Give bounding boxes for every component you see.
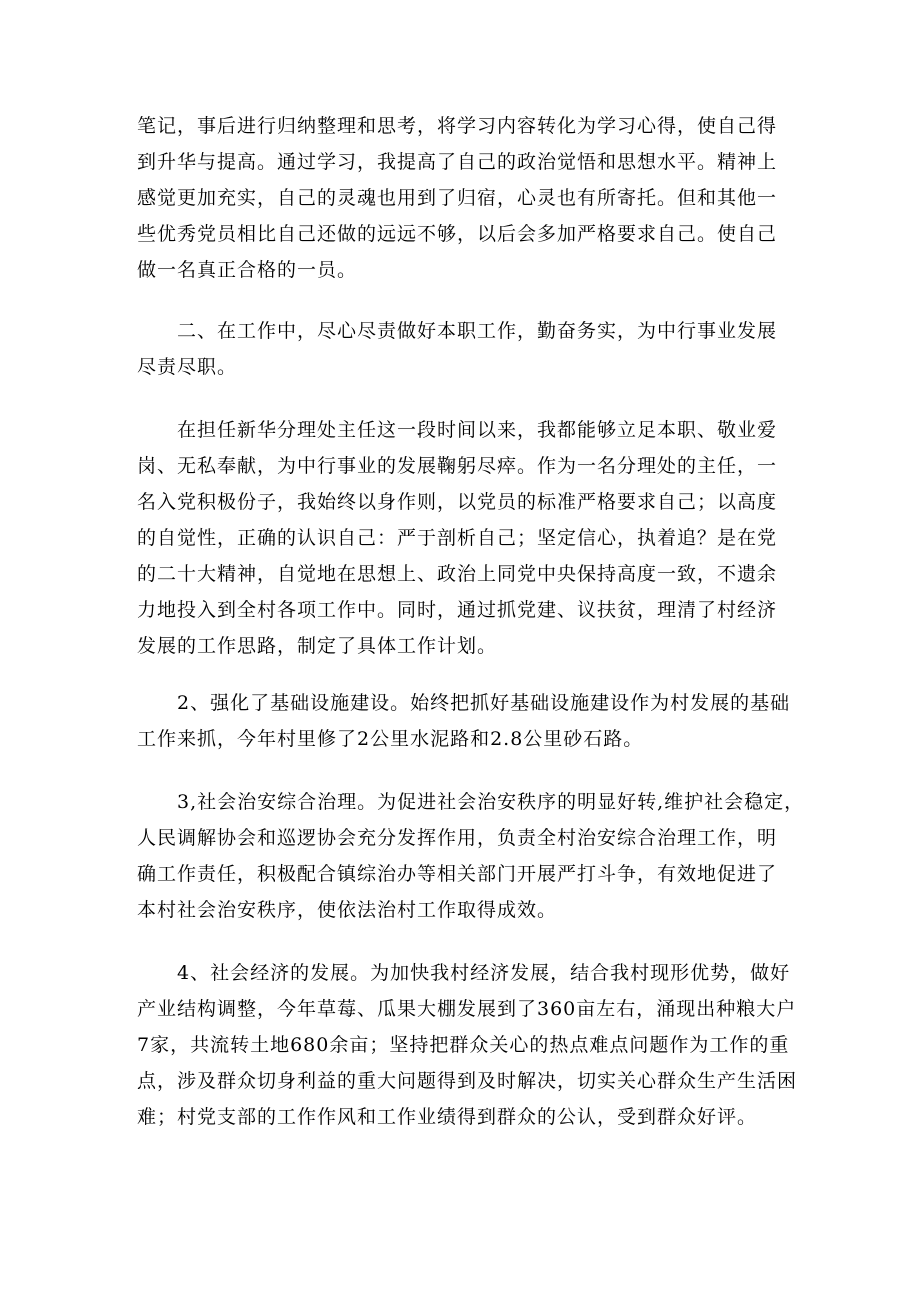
text-line: 些优秀党员相比自己还做的远远不够，以后会多加严格要求自己。使自己 [137, 223, 778, 245]
text-line: 感觉更加充实，自己的灵魂也用到了归宿，心灵也有所寄托。但和其他一 [137, 187, 778, 209]
text-line: 做一名真正合格的一员。 [137, 259, 358, 281]
text-line: 产业结构调整，今年草莓、瓜果大棚发展到了360亩左右，涌现出种粮大户 [137, 998, 797, 1020]
text-line: 点，涉及群众切身利益的重大问题得到及时解决，切实关心群众生产生活困 [137, 1070, 798, 1092]
text-line: 岗、无私奉献，为中行事业的发展鞠躬尽瘁。作为一名分理处的主任，一 [137, 455, 778, 477]
text-line: 2、强化了基础设施建设。始终把抓好基础设施建设作为村发展的基础 [177, 692, 791, 714]
text-line: 发展的工作思路，制定了具体工作计划。 [137, 635, 498, 657]
text-line: 3,社会治安综合治理。为促进社会治安秩序的明显好转,维护社会稳定， [177, 791, 805, 813]
text-line: 到升华与提高。通过学习，我提高了自己的政治觉悟和思想水平。精神上 [137, 151, 778, 173]
text-line: 工作来抓，今年村里修了2公里水泥路和2.8公里砂石路。 [137, 728, 644, 750]
text-line: 本村社会治安秩序，使依法治村工作取得成效。 [137, 899, 558, 921]
text-line: 在担任新华分理处主任这一段时间以来，我都能够立足本职、敬业爱 [177, 419, 778, 441]
text-line: 的自觉性，正确的认识自己：严于剖析自己；坚定信心，执着追？是在党 [137, 527, 778, 549]
text-line: 的二十大精神，自觉地在思想上、政治上同党中央保持高度一致，不遗余 [137, 563, 778, 585]
text-line: 确工作责任，积极配合镇综治办等相关部门开展严打斗争，有效地促进了 [137, 863, 778, 885]
text-line: 笔记，事后进行归纳整理和思考，将学习内容转化为学习心得，使自己得 [137, 115, 778, 137]
text-line: 7家，共流转土地680余亩；坚持把群众关心的热点难点问题作为工作的重 [137, 1034, 790, 1056]
text-line: 尽责尽职。 [137, 356, 238, 378]
text-line: 人民调解协会和巡逻协会充分发挥作用，负责全村治安综合治理工作，明 [137, 827, 778, 849]
text-line: 4、社会经济的发展。为加快我村经济发展，结合我村现形优势，做好 [177, 962, 791, 984]
text-line: 力地投入到全村各项工作中。同时，通过抓党建、议扶贫，理清了村经济 [137, 599, 778, 621]
text-line: 二、在工作中，尽心尽责做好本职工作，勤奋务实，为中行事业发展 [177, 320, 778, 342]
text-line: 难；村党支部的工作作风和工作业绩得到群众的公认，受到群众好评。 [137, 1106, 758, 1128]
text-line: 名入党积极份子，我始终以身作则，以党员的标准严格要求自己；以高度 [137, 491, 778, 513]
